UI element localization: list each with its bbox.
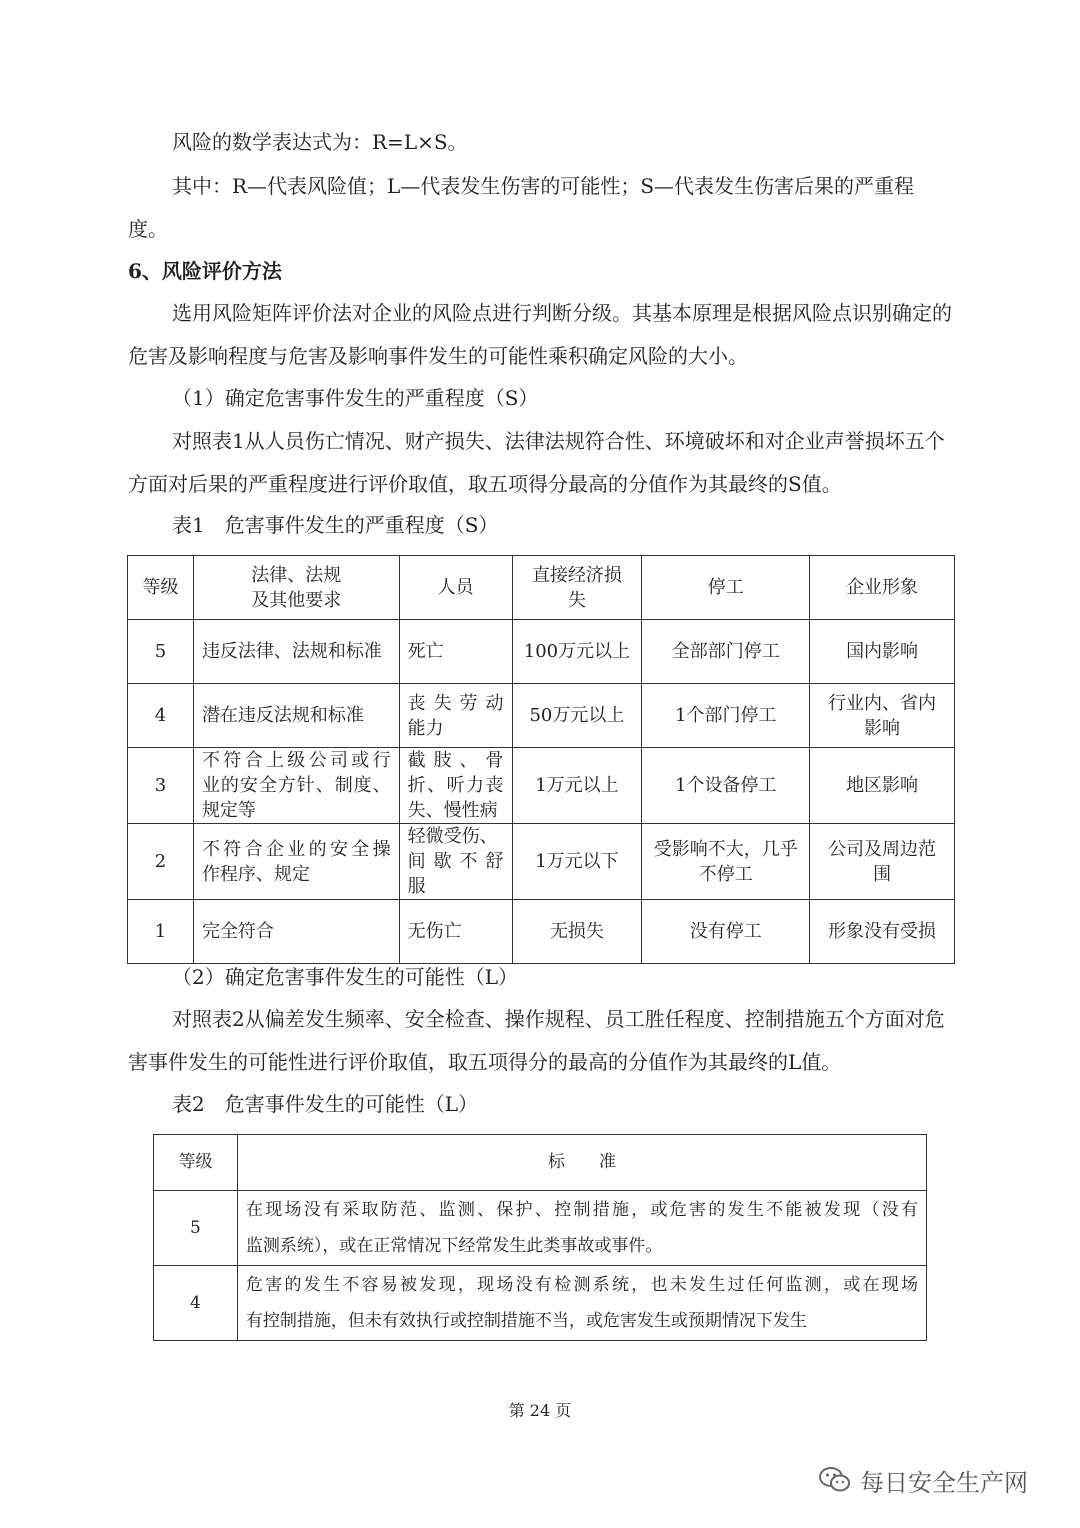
cell-person: 无伤亡 <box>399 900 512 964</box>
cell-person: 死亡 <box>399 620 512 684</box>
cell-loss: 100万元以上 <box>512 620 642 684</box>
subsection-1-title: （1）确定危害事件发生的严重程度（S） <box>172 386 539 410</box>
header-standard: 标 准 <box>237 1135 926 1191</box>
cell-law: 潜在违反法规和标准 <box>193 684 399 748</box>
cell-loss: 1万元以下 <box>512 824 642 900</box>
cell-person: 截肢、骨 折、听力丧 失、慢性病 <box>399 748 512 824</box>
section-6-title: 6、风险评价方法 <box>128 259 282 283</box>
table-2-caption: 表2 危害事件发生的可能性（L） <box>172 1092 479 1116</box>
wechat-icon <box>818 1465 852 1495</box>
cell-loss: 50万元以上 <box>512 684 642 748</box>
cell-stop: 1个部门停工 <box>642 684 810 748</box>
header-law: 法律、法规 及其他要求 <box>193 556 399 620</box>
cell-law: 违反法律、法规和标准 <box>193 620 399 684</box>
watermark <box>818 1460 1058 1500</box>
table-1-severity <box>127 555 955 964</box>
cell-standard: 在现场没有采取防范、监测、保护、控制措施，或危害的发生不能被发现（没有 监测系统），或在正常情况下经常发生此类事故或事件。 <box>237 1191 926 1266</box>
cell-person: 丧失劳动 能力 <box>399 684 512 748</box>
table-row <box>154 1135 927 1191</box>
cell-stop: 全部部门停工 <box>642 620 810 684</box>
subsection-2-paragraph: 对照表2从偏差发生频率、安全检查、操作规程、员工胜任程度、控制措施五个方面对危害事件发生的可能性进行评价取值，取五项得分的最高的分值作为其最终的L值。 <box>128 1007 945 1074</box>
formula-line: 风险的数学表达式为：R=L×S。 <box>172 130 468 154</box>
cell-level: 4 <box>128 684 194 748</box>
cell-level: 1 <box>128 900 194 964</box>
table-row <box>128 684 955 748</box>
cell-image: 行业内、省内 影响 <box>810 684 955 748</box>
header-level: 等级 <box>128 556 194 620</box>
subsection-2-title: （2）确定危害事件发生的可能性（L） <box>172 965 519 989</box>
section-6-paragraph: 选用风险矩阵评价法对企业的风险点进行判断分级。其基本原理是根据风险点识别确定的危害及影响程度与危害及影响事件发生的可能性乘积确定风险的大小。 <box>128 301 952 368</box>
formula-description: 其中：R—代表风险值；L—代表发生伤害的可能性；S—代表发生伤害后果的严重程度。 <box>128 174 915 241</box>
header-person: 人员 <box>399 556 512 620</box>
cell-image: 公司及周边范 围 <box>810 824 955 900</box>
table-row <box>128 900 955 964</box>
header-loss: 直接经济损 失 <box>512 556 642 620</box>
subsection-1-paragraph: 对照表1从人员伤亡情况、财产损失、法律法规符合性、环境破坏和对企业声誉损坏五个方面对后果的严重程度进行评价取值，取五项得分最高的分值作为其最终的S值。 <box>128 429 945 496</box>
cell-law: 完全符合 <box>193 900 399 964</box>
cell-level: 5 <box>154 1191 238 1266</box>
cell-person: 轻微受伤、 间歇不舒 服 <box>399 824 512 900</box>
cell-image: 地区影响 <box>810 748 955 824</box>
cell-stop: 没有停工 <box>642 900 810 964</box>
table-row <box>154 1191 927 1266</box>
cell-law: 不符合上级公司或行 业的安全方针、制度、 规定等 <box>193 748 399 824</box>
table-row <box>154 1266 927 1341</box>
cell-level: 3 <box>128 748 194 824</box>
watermark-text: 每日安全生产网 <box>860 1468 1028 1497</box>
cell-level: 2 <box>128 824 194 900</box>
header-stop: 停工 <box>642 556 810 620</box>
page-number: 第 24 页 <box>508 1401 572 1420</box>
cell-law: 不符合企业的安全操 作程序、规定 <box>193 824 399 900</box>
header-image: 企业形象 <box>810 556 955 620</box>
cell-image: 国内影响 <box>810 620 955 684</box>
table-row <box>128 748 955 824</box>
table-2-likelihood <box>153 1134 927 1341</box>
table-row <box>128 620 955 684</box>
table-row <box>128 824 955 900</box>
cell-stop: 受影响不大，几乎 不停工 <box>642 824 810 900</box>
table-row <box>128 556 955 620</box>
cell-stop: 1个设备停工 <box>642 748 810 824</box>
cell-standard: 危害的发生不容易被发现，现场没有检测系统，也未发生过任何监测，或在现场 有控制措施，但未有效执行或控制措施不当，或危害发生或预期情况下发生 <box>237 1266 926 1341</box>
cell-level: 4 <box>154 1266 238 1341</box>
cell-loss: 无损失 <box>512 900 642 964</box>
table-1-caption: 表1 危害事件发生的严重程度（S） <box>172 513 499 537</box>
cell-image: 形象没有受损 <box>810 900 955 964</box>
cell-level: 5 <box>128 620 194 684</box>
header-level: 等级 <box>154 1135 238 1191</box>
cell-loss: 1万元以上 <box>512 748 642 824</box>
